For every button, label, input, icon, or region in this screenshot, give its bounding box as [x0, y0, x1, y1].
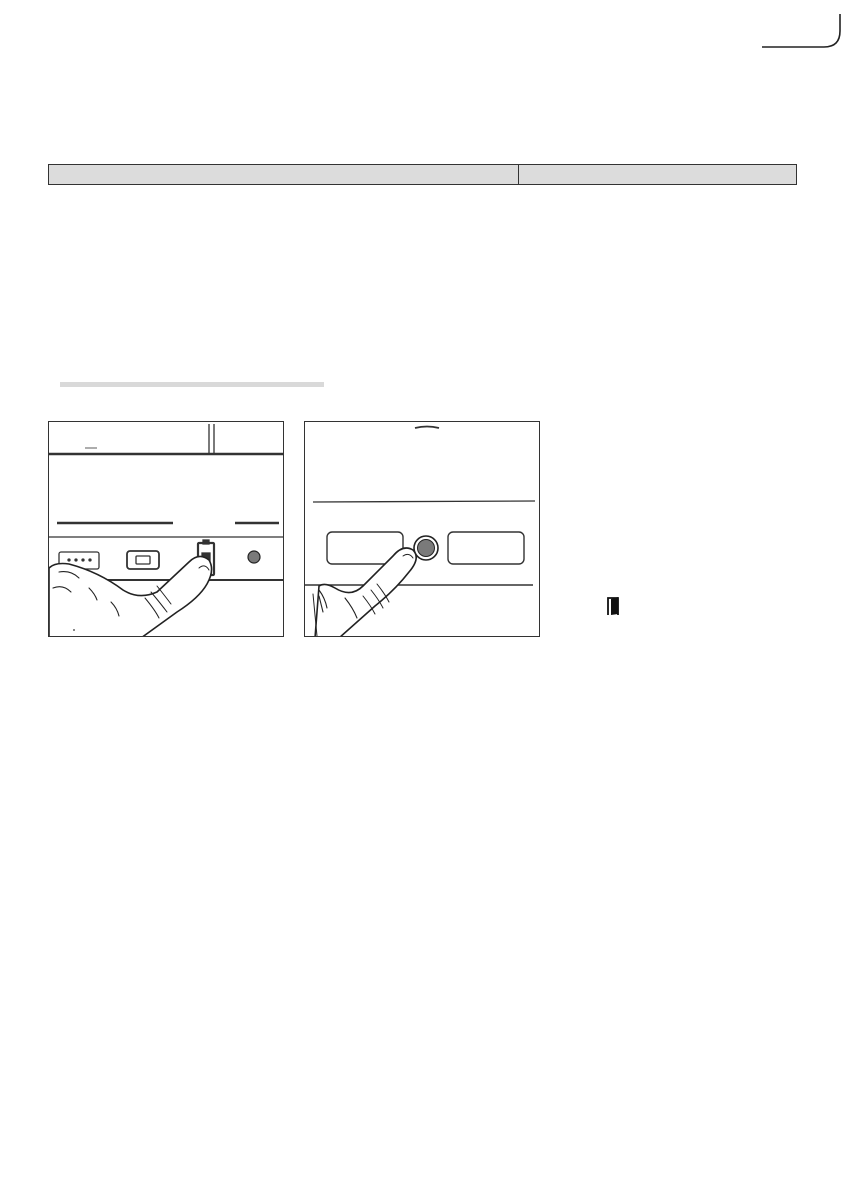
table-header-settings [49, 165, 519, 185]
table-header-function [519, 165, 797, 185]
finger-icon [313, 548, 416, 637]
figure-panel-button [304, 421, 540, 637]
figure-board-button [48, 421, 284, 637]
finger-pressing-panel-button-illustration [305, 422, 540, 637]
corner-mark [762, 14, 842, 48]
finger-pressing-board-button-illustration [49, 422, 284, 637]
dip-switch-table [48, 164, 797, 185]
table-header-row [49, 165, 797, 185]
blinking-led-icon [248, 551, 260, 563]
document-code [808, 980, 828, 1140]
door-icon [605, 596, 623, 616]
section-heading-rule [60, 382, 324, 387]
